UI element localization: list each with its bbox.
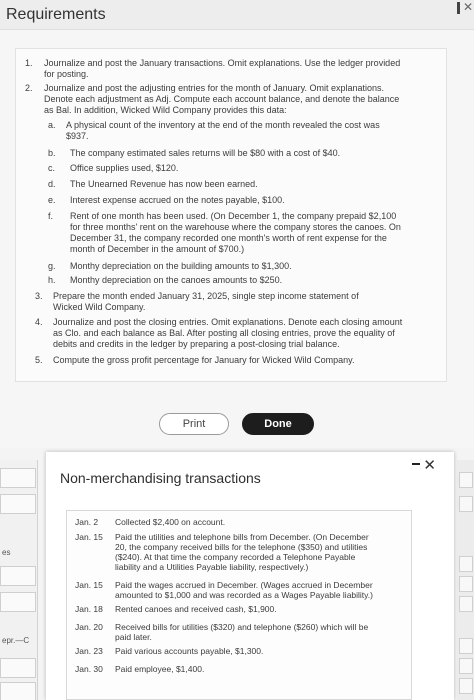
adjustment-d-letter: d. [48,179,56,189]
minimize-icon[interactable] [457,2,460,14]
ledger-cell[interactable] [459,596,473,612]
window-title: Requirements [6,6,106,23]
ledger-cell[interactable] [459,472,473,488]
adjustment-a-line-2: $937. [66,131,89,141]
transaction-text: Collected $2,400 on account. [115,517,226,527]
requirement-4-line-2: as Clo. and each balance as Bal. After posting all closing entries, prove the equality of [53,328,395,338]
ledger-cell[interactable] [0,566,36,586]
ledger-cell[interactable] [0,494,36,514]
requirement-2-line-2: Denote each adjustment as Adj. Compute each account balance, and denote the balance [44,94,400,104]
transaction-text: Paid various accounts payable, $1,300. [115,646,264,656]
transaction-text: Paid the utilities and telephone bills from December. (On December [115,532,369,542]
adjustment-f-line-1: Rent of one month has been used. (On December 1, the company prepaid $2,100 [70,211,397,221]
transaction-text: Paid the wages accrued in December. (Wages accrued in December [115,580,373,590]
transaction-date: Jan. 30 [75,664,103,674]
requirement-2-number: 2. [25,83,33,93]
transaction-text: ($240). At that time the company recorded a Telephone Payable [115,552,356,562]
ledger-cell[interactable] [459,678,473,694]
requirement-4-line-3: debits and credits in the ledger by preparing a post-closing trial balance. [53,339,340,349]
ledger-cell[interactable] [459,556,473,572]
ledger-cell[interactable] [0,468,36,488]
transaction-date: Jan. 23 [75,646,103,656]
transaction-text: Paid employee, $1,400. [115,664,205,674]
background-label-epr: epr.—C [2,636,30,645]
requirement-3-number: 3. [35,291,43,301]
done-button[interactable]: Done [242,413,314,435]
requirement-4-line-1: Journalize and post the closing entries. Omit explanations. Denote each closing amount [53,317,403,327]
background-label-es: es [2,548,11,557]
adjustment-h-letter: h. [48,275,56,285]
requirement-5-number: 5. [35,355,43,365]
requirement-1-line-2: for posting. [44,69,89,79]
transaction-text: paid later. [115,632,152,642]
requirements-header [0,0,474,30]
transactions-window [46,452,454,700]
adjustment-f-line-4: month of December in the amount of $700.) [70,244,245,254]
close-icon[interactable]: ✕ [423,457,436,474]
ledger-cell[interactable] [459,658,473,674]
requirement-4-number: 4. [35,317,43,327]
transaction-text: 20, the company received bills for the telephone ($350) and utilities [115,542,368,552]
background-worksheet-left [0,460,38,700]
transactions-panel [66,510,412,700]
adjustment-f-line-3: December 31, the company recorded one month's worth of rent expense for the [70,233,387,243]
transaction-date: Jan. 15 [75,532,103,542]
minimize-icon[interactable] [412,463,420,465]
adjustment-g-line-1: Monthy depreciation on the building amounts to $1,300. [70,261,292,271]
close-icon[interactable]: ✕ [462,0,473,14]
transaction-text: Received bills for utilities ($320) and telephone ($260) which will be [115,622,369,632]
transactions-title: Non-merchandising transactions [60,470,261,486]
transaction-text: amounted to $1,000 and was recorded as a Wages Payable liability.) [115,590,373,600]
requirement-3-line-1: Prepare the month ended January 31, 2025, single step income statement of [53,291,359,301]
adjustment-a-line-1: A physical count of the inventory at the end of the month revealed the cost was [66,120,380,130]
adjustment-d-line-1: The Unearned Revenue has now been earned. [70,179,258,189]
adjustment-c-line-1: Office supplies used, $120. [70,163,179,173]
ledger-cell[interactable] [0,682,36,700]
requirement-2-line-1: Journalize and post the adjusting entries for the month of January. Omit explanations. [44,83,385,93]
requirement-3-line-2: Wicked Wild Company. [53,302,146,312]
print-button[interactable]: Print [159,413,229,435]
transaction-text: liability and a Utilities Payable liability, respectively.) [115,562,309,572]
adjustment-h-line-1: Monthy depreciation on the canoes amounts to $250. [70,275,283,285]
ledger-cell[interactable] [0,592,36,612]
adjustment-f-letter: f. [48,211,54,221]
ledger-cell[interactable] [459,638,473,654]
ledger-cell[interactable] [459,496,473,512]
adjustment-c-letter: c. [48,163,56,173]
transaction-date: Jan. 18 [75,604,103,614]
transaction-date: Jan. 2 [75,517,99,527]
adjustment-b-line-1: The company estimated sales returns will be $80 with a cost of $40. [70,148,341,158]
adjustment-e-line-1: Interest expense accrued on the notes payable, $100. [70,195,285,205]
adjustment-f-line-2: for three months' rent on the warehouse where the company stores the canoes. On [70,222,401,232]
requirement-1-number: 1. [25,58,33,68]
transaction-date: Jan. 20 [75,622,103,632]
requirements-panel [15,48,447,382]
transaction-date: Jan. 15 [75,580,103,590]
ledger-cell[interactable] [0,658,36,678]
adjustment-e-letter: e. [48,195,56,205]
transaction-text: Rented canoes and received cash, $1,900. [115,604,277,614]
adjustment-b-letter: b. [48,148,56,158]
adjustment-g-letter: g. [48,261,56,271]
ledger-cell[interactable] [459,576,473,592]
requirement-1-line-1: Journalize and post the January transactions. Omit explanations. Use the ledger provided [44,58,401,68]
background-worksheet-right [457,460,474,700]
requirement-2-line-3: as Bal. In addition, Wicked Wild Company provides this data: [44,105,287,115]
requirement-5-line-1: Compute the gross profit percentage for January for Wicked Wild Company. [53,355,355,365]
adjustment-a-letter: a. [48,120,56,130]
